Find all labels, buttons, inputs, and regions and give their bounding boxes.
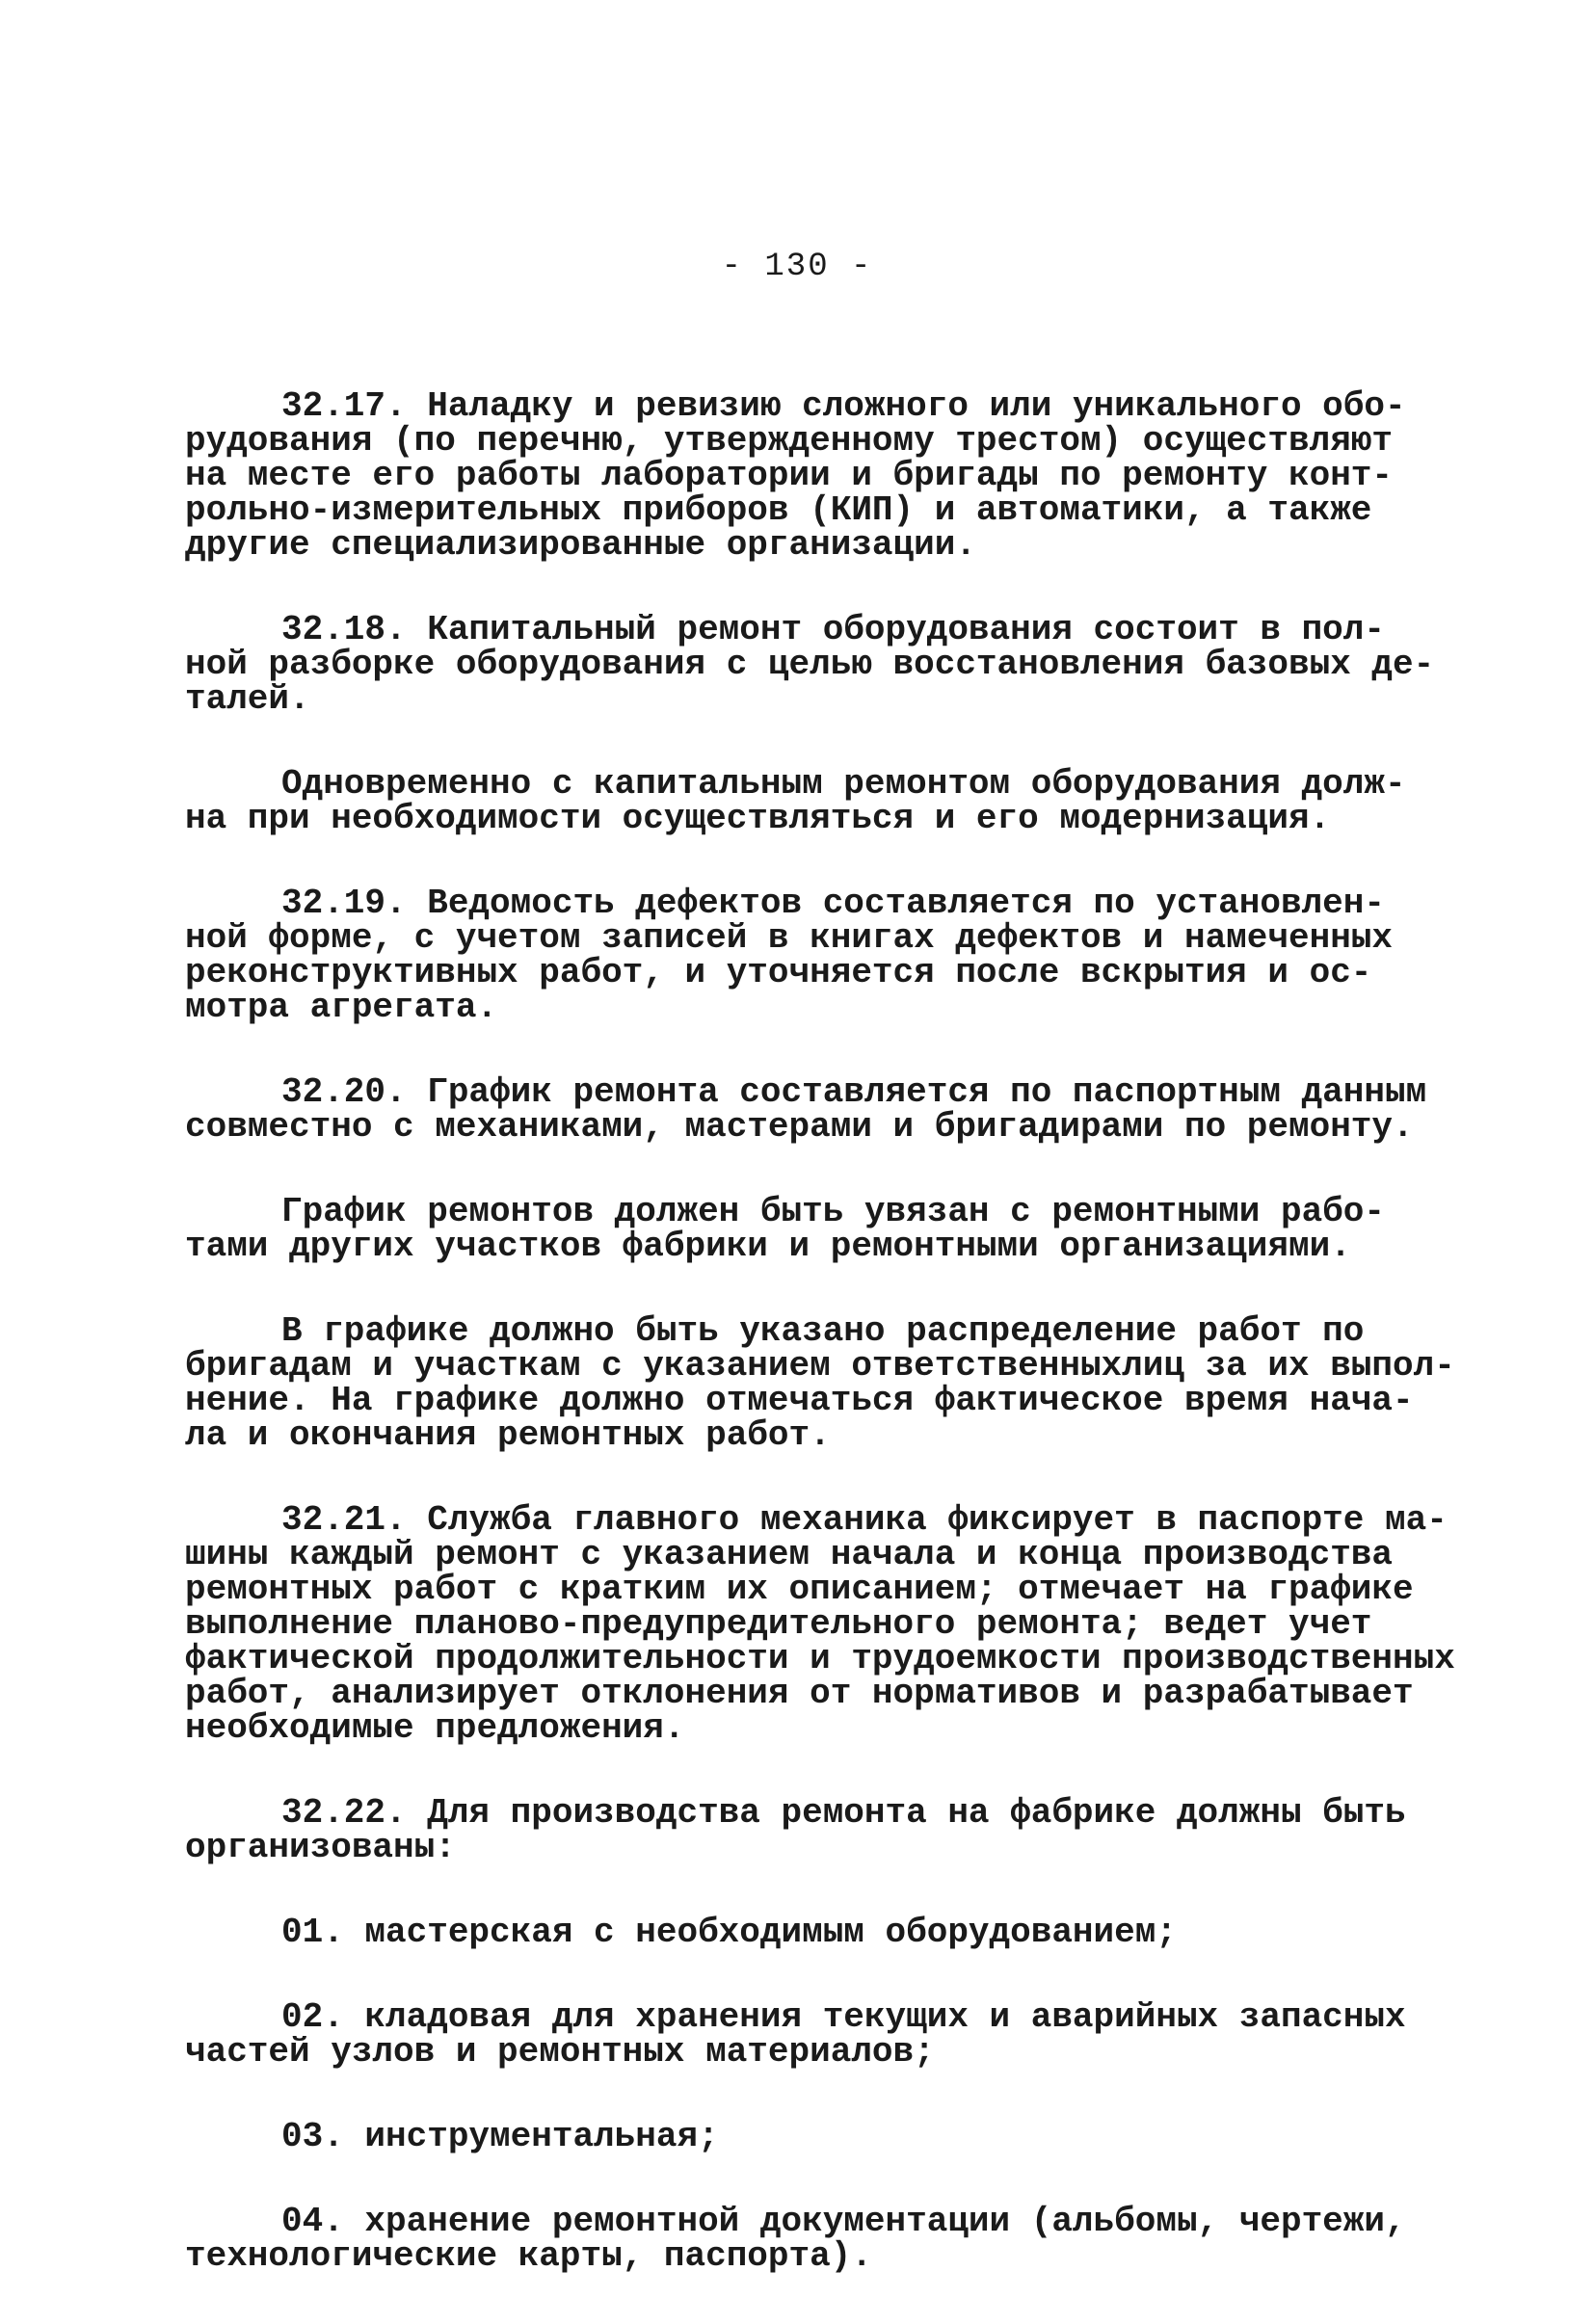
text-line: другие специализированные организации. — [185, 525, 976, 565]
text-line: талей. — [185, 679, 310, 719]
text-line: тами других участков фабрики и ремонтными организациями. — [185, 1227, 1351, 1266]
paragraph — [185, 764, 1411, 838]
text-line: ла и окончания ремонтных работ. — [185, 1415, 831, 1455]
text-line: 02. кладовая для хранения текущих и аварийных запасных — [281, 1997, 1406, 2037]
text-line: 32.22. Для производства ремонта на фабрике должны быть — [281, 1793, 1406, 1833]
text-line: рудования (по перечню, утвержденному трестом) осуществляют — [185, 421, 1394, 461]
page-number: - 130 - — [721, 249, 873, 285]
paragraph — [185, 610, 1435, 719]
paragraph — [185, 1500, 1455, 1748]
text-line: ной форме, с учетом записей в книгах дефектов и намеченных — [185, 918, 1394, 958]
text-line: График ремонтов должен быть увязан с ремонтными рабо- — [281, 1192, 1385, 1231]
paragraph — [185, 2117, 1411, 2156]
text-line: 32.17. Наладку и ревизию сложного или уникального обо- — [281, 386, 1406, 426]
text-line: рольно-измерительных приборов (КИП) и автоматики, а также — [185, 490, 1372, 530]
text-line: фактической продолжительности и трудоемкости производственных — [185, 1639, 1455, 1678]
document-body — [185, 386, 1455, 2324]
text-line: необходимые предложения. — [185, 1708, 685, 1748]
paragraph — [185, 1997, 1411, 2072]
paragraph — [185, 2202, 1411, 2276]
text-line: ной разборке оборудования с целью восстановления базовых де- — [185, 645, 1435, 684]
text-line: шины каждый ремонт с указанием начала и конца производства — [185, 1535, 1394, 1574]
text-line: 32.20. График ремонта составляется по паспортным данным — [281, 1072, 1427, 1112]
paragraph — [185, 1072, 1427, 1147]
text-line: на месте его работы лаборатории и бригады по ремонту конт- — [185, 456, 1394, 495]
text-line: ремонтных работ с кратким их описанием; отмечает на графике — [185, 1570, 1414, 1609]
text-line: реконструктивных работ, и уточняется после вскрытия и ос- — [185, 953, 1372, 992]
paragraph — [185, 1311, 1455, 1455]
text-line: В графике должно быть указано распределение работ по — [281, 1311, 1365, 1351]
text-line: совместно с механиками, мастерами и бригадирами по ремонту. — [185, 1107, 1414, 1147]
text-line: 32.21. Служба главного механика фиксирует в паспорте ма- — [281, 1500, 1448, 1540]
paragraph — [185, 386, 1411, 565]
text-line: частей узлов и ремонтных материалов; — [185, 2032, 935, 2072]
paragraph — [185, 1793, 1411, 1867]
text-line: организованы: — [185, 1828, 456, 1867]
text-line: 04. хранение ремонтной документации (альбомы, чертежи, — [281, 2202, 1406, 2241]
paragraph — [185, 1915, 1411, 1950]
text-line: 03. инструментальная; — [281, 2117, 719, 2156]
text-line: Одновременно с капитальным ремонтом оборудования долж- — [281, 764, 1406, 804]
paragraph — [185, 886, 1411, 1025]
text-line: 32.19. Ведомость дефектов составляется по установлен- — [281, 884, 1385, 923]
text-line: выполнение планово-предупредительного ремонта; ведет учет — [185, 1604, 1372, 1644]
text-line: работ, анализирует отклонения от нормативов и разрабатывает — [185, 1674, 1414, 1713]
text-line: на при необходимости осуществляться и его модернизация. — [185, 799, 1331, 838]
text-line: бригадам и участкам с указанием ответственныхлиц за их выпол- — [185, 1346, 1455, 1386]
text-line: технологические карты, паспорта). — [185, 2236, 872, 2276]
text-line: нение. На графике должно отмечаться фактическое время нача- — [185, 1381, 1414, 1420]
text-line: мотра агрегата. — [185, 988, 498, 1027]
text-line: 01. мастерская с необходимым оборудованием; — [281, 1913, 1177, 1952]
paragraph — [185, 1192, 1411, 1266]
text-line: 32.18. Капитальный ремонт оборудования состоит в пол- — [281, 610, 1385, 649]
